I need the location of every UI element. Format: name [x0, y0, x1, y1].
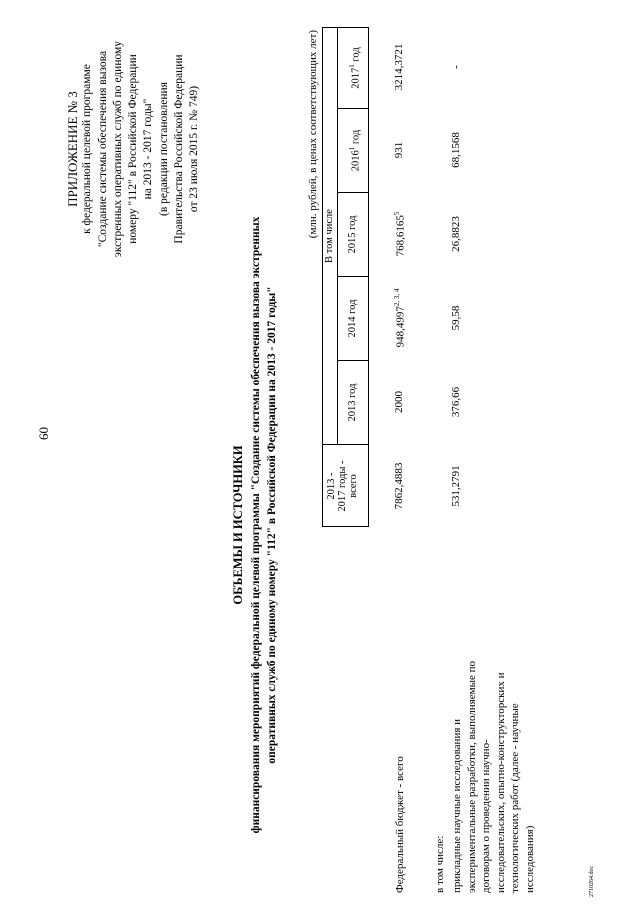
appendix-line: от 23 июля 2015 г. № 749)	[188, 85, 201, 213]
research-2017: -	[450, 65, 462, 69]
federal-label: Федеральный бюджет - всего	[394, 756, 406, 893]
header-group-line	[337, 27, 338, 445]
research-2014: 59,58	[450, 305, 462, 331]
research-2016: 68,1568	[450, 132, 462, 168]
appendix-line: Правительства Российской Федерации	[173, 54, 186, 244]
document-heading	[230, 175, 279, 875]
federal-total: 7862,4883	[393, 462, 405, 510]
federal-2016: 931	[393, 141, 405, 159]
research-2013: 376,66	[450, 386, 462, 418]
appendix-line: номеру "112" в Российской Федерации	[127, 54, 140, 244]
header-2014: 2014 год	[347, 299, 358, 338]
research-total: 531,2791	[450, 465, 462, 507]
footer-doc-code: 2710264.doc	[589, 865, 595, 897]
appendix-line: (в редакции постановления	[157, 82, 170, 216]
page-number: 60	[36, 427, 51, 440]
federal-2015: 768,6165$^5$	[393, 211, 407, 257]
header-bottom-line	[368, 27, 369, 527]
heading-subtitle-1: финансирования мероприятий федеральной целевой программы "Создание системы обеспечения вызова экстренных	[250, 216, 262, 834]
header-2013: 2013 год	[347, 383, 358, 422]
federal-2013: 2000	[393, 391, 405, 413]
appendix-line: "Создание системы обеспечения вызова	[96, 50, 109, 248]
federal-2017: 3214,3721	[393, 43, 405, 91]
appendix-line: на 2013 - 2017 годы"	[142, 98, 155, 200]
appendix-block	[65, 13, 203, 285]
heading-title: ОБЪЕМЫ И ИСТОЧНИКИ	[231, 445, 245, 605]
table-header	[322, 27, 362, 527]
rotated-document	[0, 25, 600, 905]
including-label: в том числе:	[434, 835, 446, 893]
header-2015: 2015 год	[347, 215, 358, 254]
heading-subtitle-2: оперативных служб по единому номеру "112" в Российской Федерации на 2013 - 2017 годы"	[266, 286, 278, 764]
research-2015: 26,8823	[450, 216, 462, 252]
appendix-line: экстренных оперативных служб по единому	[111, 40, 124, 258]
header-total: 2013 - 2017 годы - всего	[326, 460, 359, 512]
header-top-line	[322, 27, 323, 527]
units-note: (млн. рублей, в ценах соответствующих лет)	[307, 30, 319, 239]
research-label: прикладные научные исследования и экспериментальные разработки, выполняемые по договорам о проведении научно- исследовательских, опытно-конструкторских и технологических работ (далее - научные исследования)	[451, 660, 536, 893]
appendix-line: к федеральной целевой программе	[81, 64, 94, 234]
header-2016: 2016$^1$ год	[348, 129, 362, 172]
federal-2014: 948,4997$^{2, 3, 4}$	[393, 288, 407, 348]
header-2017: 2017$^1$ год	[348, 47, 362, 89]
header-group: В том числе	[324, 209, 335, 263]
appendix-line: ПРИЛОЖЕНИЕ № 3	[65, 91, 80, 207]
